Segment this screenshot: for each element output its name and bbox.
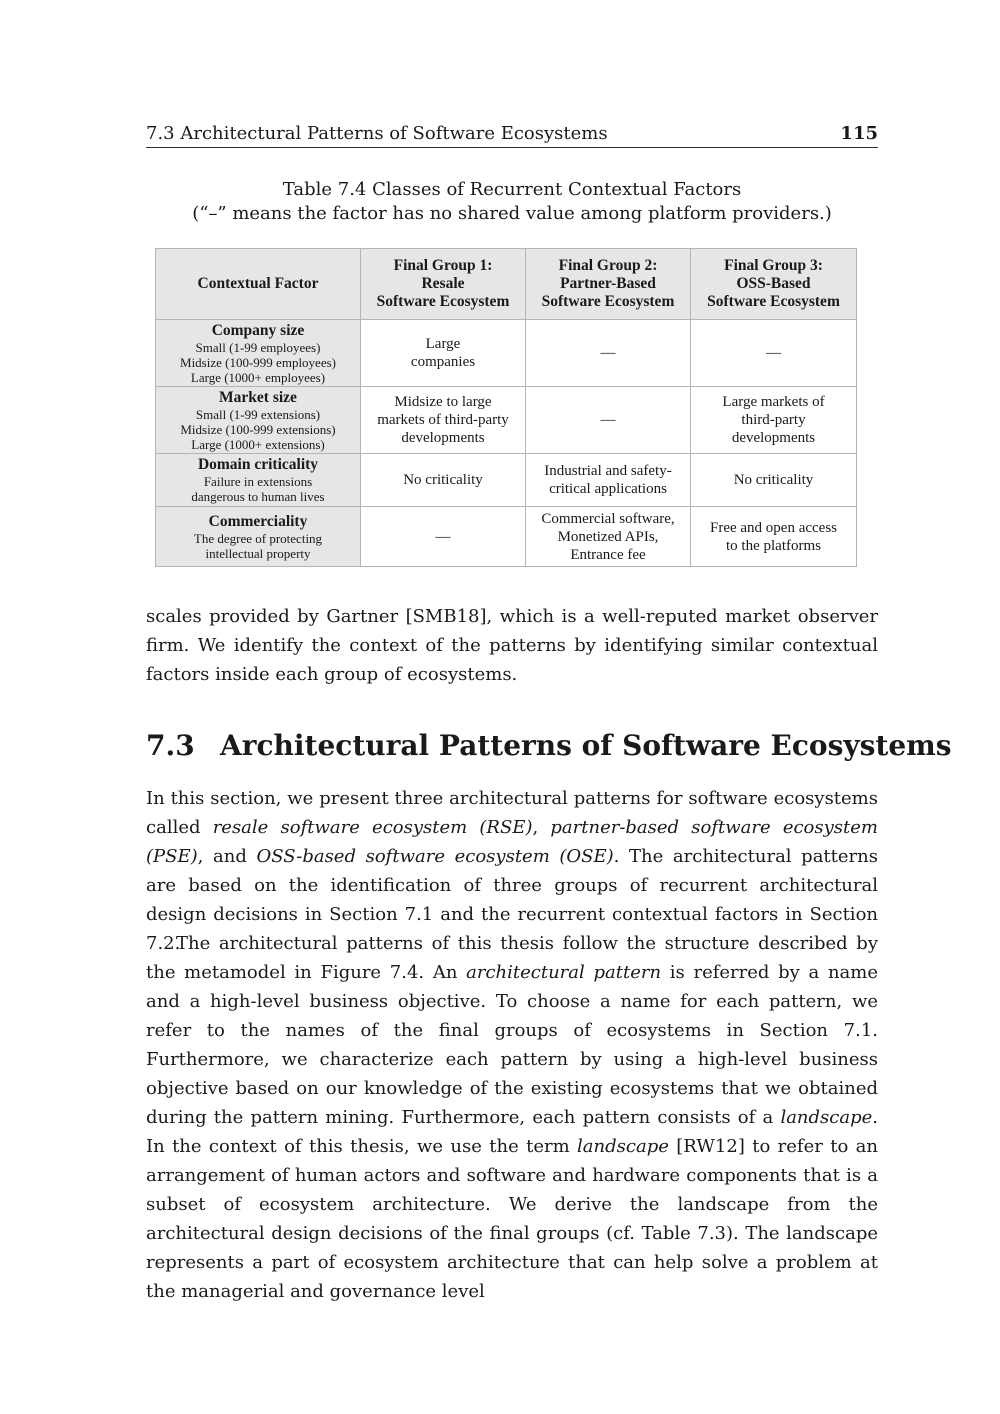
- table-row-domain-criticality: [156, 454, 857, 507]
- text-run: ,: [532, 817, 551, 838]
- term-pse: partner-based software ecosystem (PSE): [146, 817, 878, 867]
- intro-paragraph: scales provided by Gartner [SMB18], which is a well-reputed market observer firm. We identify the context of the patterns by identifying similar contextual factors inside each group of ecosystems.: [146, 606, 878, 685]
- group-3-cell: Large markets of third-party developments: [691, 387, 857, 454]
- table-row-company-size: [156, 320, 857, 387]
- table-header-row: [156, 249, 857, 320]
- group-3-cell: Free and open access to the platforms: [691, 507, 857, 567]
- factor-name: Domain criticality: [197, 456, 319, 473]
- table-row-market-size: [156, 387, 857, 454]
- factor-name: Company size: [211, 321, 305, 339]
- text-run: , and: [197, 846, 257, 867]
- factor-detail: The degree of protecting intellectual property: [193, 530, 323, 561]
- factor-cell: [156, 387, 361, 454]
- text-run: In this section, we present three architectural patterns for software ecosystems called: [146, 788, 878, 838]
- table-caption-note: (“–” means the factor has no shared value among platform providers.): [192, 203, 832, 224]
- running-title: 7.3 Architectural Patterns of Software Ecosystems: [146, 123, 608, 144]
- group-1-cell: —: [361, 507, 526, 567]
- factor-detail: Failure in extensions dangerous to human lives: [191, 474, 325, 504]
- term-landscape: landscape: [577, 1136, 669, 1157]
- factor-cell: [156, 507, 361, 567]
- text-run: The architectural patterns of this thesis follow the structure described by the metamodel in Figure 7.4. An: [146, 933, 878, 983]
- text-run: is referred by a name and a high-level business objective. To choose a name for each pattern, we refer to the names of the final groups of ecosystems in Section 7.1. Furthermore, we characterize each pattern by using a high-level business objective based on our knowledge of the existing ecosystems that we obtained during the pattern mining. Furthermore, each pattern consists of a: [146, 962, 878, 1128]
- term-rse: resale software ecosystem (RSE): [212, 817, 533, 838]
- group-2-cell: —: [526, 320, 691, 387]
- section-paragraph-2: [146, 929, 878, 1306]
- group-1-cell: Large companies: [361, 320, 526, 387]
- factor-cell: [156, 454, 361, 507]
- section-title: Architectural Patterns of Software Ecosystems: [220, 729, 952, 762]
- term-landscape: landscape: [780, 1107, 873, 1128]
- table-caption: [146, 178, 878, 226]
- text-run: . The architectural patterns are based on the identification of three groups of recurrent architectural design decisions in Section 7.1 and the recurrent contextual factors in Section 7.2.: [146, 846, 878, 954]
- factor-detail: Small (1-99 extensions) Midsize (100-999 extensions) Large (1000+ extensions): [180, 406, 336, 452]
- text-run: . In the context of this thesis, we use the term: [146, 1107, 878, 1157]
- header-group-3: Final Group 3: OSS-Based Software Ecosystem: [691, 249, 857, 320]
- text-run: [RW12] to refer to an arrangement of human actors and software and hardware components that is a subset of ecosystem architecture. We derive the landscape from the architectural design decisions of the final groups (cf. Table 7.3). The landscape represents a part of ecosystem architecture that can help solve a problem at the managerial and governance level: [146, 1136, 878, 1302]
- page-header: [146, 120, 878, 148]
- factor-cell: [156, 320, 361, 387]
- group-2-cell: Commercial software, Monetized APIs, Entrance fee: [526, 507, 691, 567]
- header-group-1: Final Group 1: Resale Software Ecosystem: [361, 249, 526, 320]
- section-number: 7.3: [146, 729, 195, 762]
- section-heading: [146, 727, 952, 765]
- group-3-cell: No criticality: [691, 454, 857, 507]
- factor-detail: Small (1-99 employees) Midsize (100-999 employees) Large (1000+ employees): [180, 339, 336, 385]
- table-row-commerciality: [156, 507, 857, 567]
- factor-name: Market size: [219, 388, 297, 406]
- term-architectural-pattern: architectural pattern: [466, 962, 662, 983]
- group-1-cell: No criticality: [361, 454, 526, 507]
- group-2-cell: —: [526, 387, 691, 454]
- group-1-cell: Midsize to large markets of third-party developments: [361, 387, 526, 454]
- header-group-2: Final Group 2: Partner-Based Software Ecosystem: [526, 249, 691, 320]
- term-ose: OSS-based software ecosystem (OSE): [256, 846, 614, 867]
- page-number: 115: [840, 123, 878, 144]
- table-caption-title: Table 7.4 Classes of Recurrent Contextual Factors: [282, 179, 742, 200]
- header-contextual-factor: Contextual Factor: [156, 249, 361, 320]
- contextual-factors-table: [155, 248, 857, 567]
- factor-name: Commerciality: [208, 512, 308, 530]
- group-2-cell: Industrial and safety- critical applications: [526, 454, 691, 507]
- group-3-cell: —: [691, 320, 857, 387]
